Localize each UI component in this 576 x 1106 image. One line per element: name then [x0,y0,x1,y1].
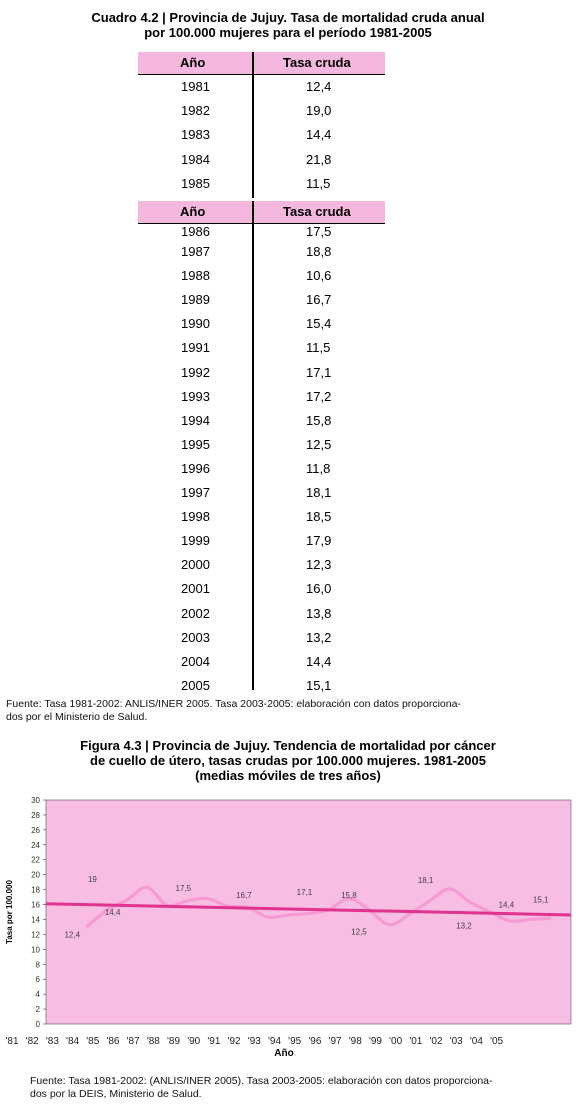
cell-rate: 21,8 [306,151,332,167]
x-tick-label: '03 [449,1036,463,1047]
table-row [138,579,385,599]
cell-rate: 11,5 [306,340,331,356]
data-label: 18,1 [417,875,434,885]
x-tick-label: '82 [25,1036,39,1047]
cell-rate: 18,1 [306,485,332,500]
cell-year: 1997 [181,485,210,500]
y-tick-label: 16 [31,900,40,910]
x-tick-label: '02 [429,1036,443,1047]
cell-year: 2005 [181,677,210,693]
cell-rate: 18,8 [306,244,332,259]
cell-year: 1990 [181,316,210,332]
data-label: 12,5 [351,927,367,937]
cell-rate: 12,3 [306,557,332,573]
header-underline [138,74,385,75]
cell-rate: 15,1 [306,677,332,693]
table-row [138,242,385,262]
cell-rate: 16,0 [306,581,332,597]
x-tick-label: '93 [247,1036,261,1047]
mortality-trend-chart [0,788,576,1088]
table-source-line2: dos por el Ministerio de Salud. [6,711,148,723]
table-row [138,290,385,310]
table-title-line1: Cuadro 4.2 | Provincia de Jujuy. Tasa de mortalidad cruda anual [91,10,485,25]
x-tick-label: '92 [227,1036,241,1047]
y-tick-label: 28 [31,810,40,820]
y-tick-label: 14 [31,915,40,925]
y-tick-label: 8 [35,960,40,970]
cell-year: 1995 [181,436,210,452]
x-tick-label: '83 [45,1036,59,1047]
header-year: Año [180,55,206,70]
x-tick-label: '86 [106,1036,120,1047]
x-tick-label: '96 [308,1036,322,1047]
data-label: 12,4 [64,930,81,940]
y-tick-label: 6 [35,975,40,985]
cell-year: 2000 [181,557,210,573]
cell-rate: 17,9 [306,533,332,549]
y-tick-label: 0 [35,1020,40,1029]
cell-rate: 17,2 [306,388,332,404]
table-title-line2: por 100.000 mujeres para el período 1981-2005 [144,25,432,40]
cell-year: 1985 [181,175,210,191]
chart-svg [0,788,576,1088]
table-row [138,555,385,575]
table-row [138,266,385,286]
y-tick-label: 12 [31,930,40,940]
table-row [138,676,385,696]
x-tick-label: '97 [328,1036,342,1047]
cell-year: 1983 [181,127,210,143]
table-row [138,338,385,358]
cell-year: 2003 [181,629,210,645]
x-tick-label: '05 [490,1036,504,1047]
x-axis-label: Año [274,1048,294,1059]
cell-rate: 16,7 [306,292,332,308]
x-tick-label: '84 [66,1036,80,1047]
data-label: 17,1 [296,887,313,897]
table-row [138,174,385,194]
cell-rate: 15,4 [306,316,332,332]
table-row [138,483,385,503]
header-year: Año [180,204,206,219]
cell-year: 1992 [181,364,210,380]
cell-rate: 12,5 [306,436,332,452]
cell-rate: 13,8 [306,605,332,621]
table-row [138,604,385,624]
x-tick-label: '89 [167,1036,181,1047]
x-tick-label: '95 [288,1036,302,1047]
y-tick-label: 24 [31,840,40,850]
cell-year: 1981 [181,79,210,94]
cell-rate: 12,4 [306,79,332,94]
cell-year: 1986 [181,224,210,239]
table-row [138,531,385,551]
cell-rate: 11,5 [306,175,331,191]
figure-title-line1: Figura 4.3 | Provincia de Jujuy. Tendencia de mortalidad por cáncer [80,738,496,753]
cell-rate: 10,6 [306,268,332,284]
cell-year: 1998 [181,509,210,525]
cell-rate: 19,0 [306,103,332,119]
table-row [138,628,385,648]
data-label: 14,4 [498,900,515,910]
data-label: 13,2 [456,921,472,931]
figure-source-line2: dos por la DEIS, Ministerio de Salud. [30,1088,202,1100]
data-label: 14,4 [104,907,121,917]
table-row [138,411,385,431]
x-tick-label: '99 [368,1036,382,1047]
x-tick-label: '98 [348,1036,362,1047]
data-label: 16,7 [236,890,252,900]
figure-title-line2: de cuello de útero, tasas crudas por 100.000 mujeres. 1981-2005 [90,753,486,768]
table-row [138,222,385,242]
header-rate: Tasa cruda [283,55,351,70]
x-tick-label: '81 [5,1036,19,1047]
table-row [138,459,385,479]
y-tick-label: 10 [31,945,40,955]
cell-year: 1996 [181,460,210,476]
table-header [138,52,385,74]
cell-rate: 13,2 [306,629,332,645]
cell-year: 1984 [181,151,210,167]
cell-rate: 11,8 [306,460,331,476]
y-tick-label: 4 [35,990,40,1000]
cell-year: 1991 [181,340,210,356]
cell-year: 1982 [181,103,210,119]
data-label: 19 [87,875,97,885]
cell-year: 1989 [181,292,210,308]
y-tick-label: 20 [31,870,40,880]
figure-source-line1: Fuente: Tasa 1981-2002: (ANLIS/INER 2005). Tasa 2003-2005: elaboración con datos proporciona- [30,1075,493,1087]
cell-rate: 15,8 [306,412,332,428]
x-tick-label: '00 [389,1036,403,1047]
x-tick-label: '94 [267,1036,282,1047]
x-tick-label: '87 [126,1036,140,1047]
table-header [138,201,385,223]
table-row [138,101,385,121]
x-tick-label: '85 [86,1036,100,1047]
x-tick-label: '91 [207,1036,221,1047]
y-tick-label: 26 [31,825,40,835]
y-axis-label: Tasa por 100.000 [5,880,14,944]
table-row [138,435,385,455]
cell-rate: 14,4 [306,127,332,143]
table-row [138,387,385,407]
cell-rate: 18,5 [306,509,332,525]
table-row [138,507,385,527]
y-tick-label: 30 [31,796,40,805]
table-row [138,652,385,672]
table-row [138,314,385,334]
cell-year: 1993 [181,388,210,404]
y-tick-label: 22 [31,855,40,865]
table-source-line1: Fuente: Tasa 1981-2002: ANLIS/INER 2005. Tasa 2003-2005: elaboración con datos proporciona- [6,698,461,710]
header-rate: Tasa cruda [283,204,351,219]
x-tick-label: '88 [146,1036,160,1047]
cell-rate: 17,1 [306,364,332,380]
x-tick-label: '90 [187,1036,201,1047]
table-row [138,150,385,170]
table-row [138,77,385,97]
cell-rate: 14,4 [306,653,332,669]
x-tick-label: '01 [409,1036,423,1047]
table-row [138,363,385,383]
y-tick-label: 18 [31,885,40,895]
figure-title-line3: (medias móviles de tres años) [195,768,381,783]
cell-year: 1988 [181,268,210,284]
cell-year: 1987 [181,244,210,259]
data-label: 15,1 [532,895,549,905]
cell-year: 2001 [181,581,210,597]
y-tick-label: 2 [35,1005,40,1015]
cell-rate: 17,5 [306,224,332,239]
data-label: 17,5 [175,884,192,894]
data-label: 15,8 [341,890,357,900]
cell-year: 1994 [181,412,210,428]
x-tick-label: '04 [469,1036,483,1047]
cell-year: 2004 [181,653,210,669]
cell-year: 2002 [181,605,210,621]
cell-year: 1999 [181,533,210,549]
table-row [138,125,385,145]
